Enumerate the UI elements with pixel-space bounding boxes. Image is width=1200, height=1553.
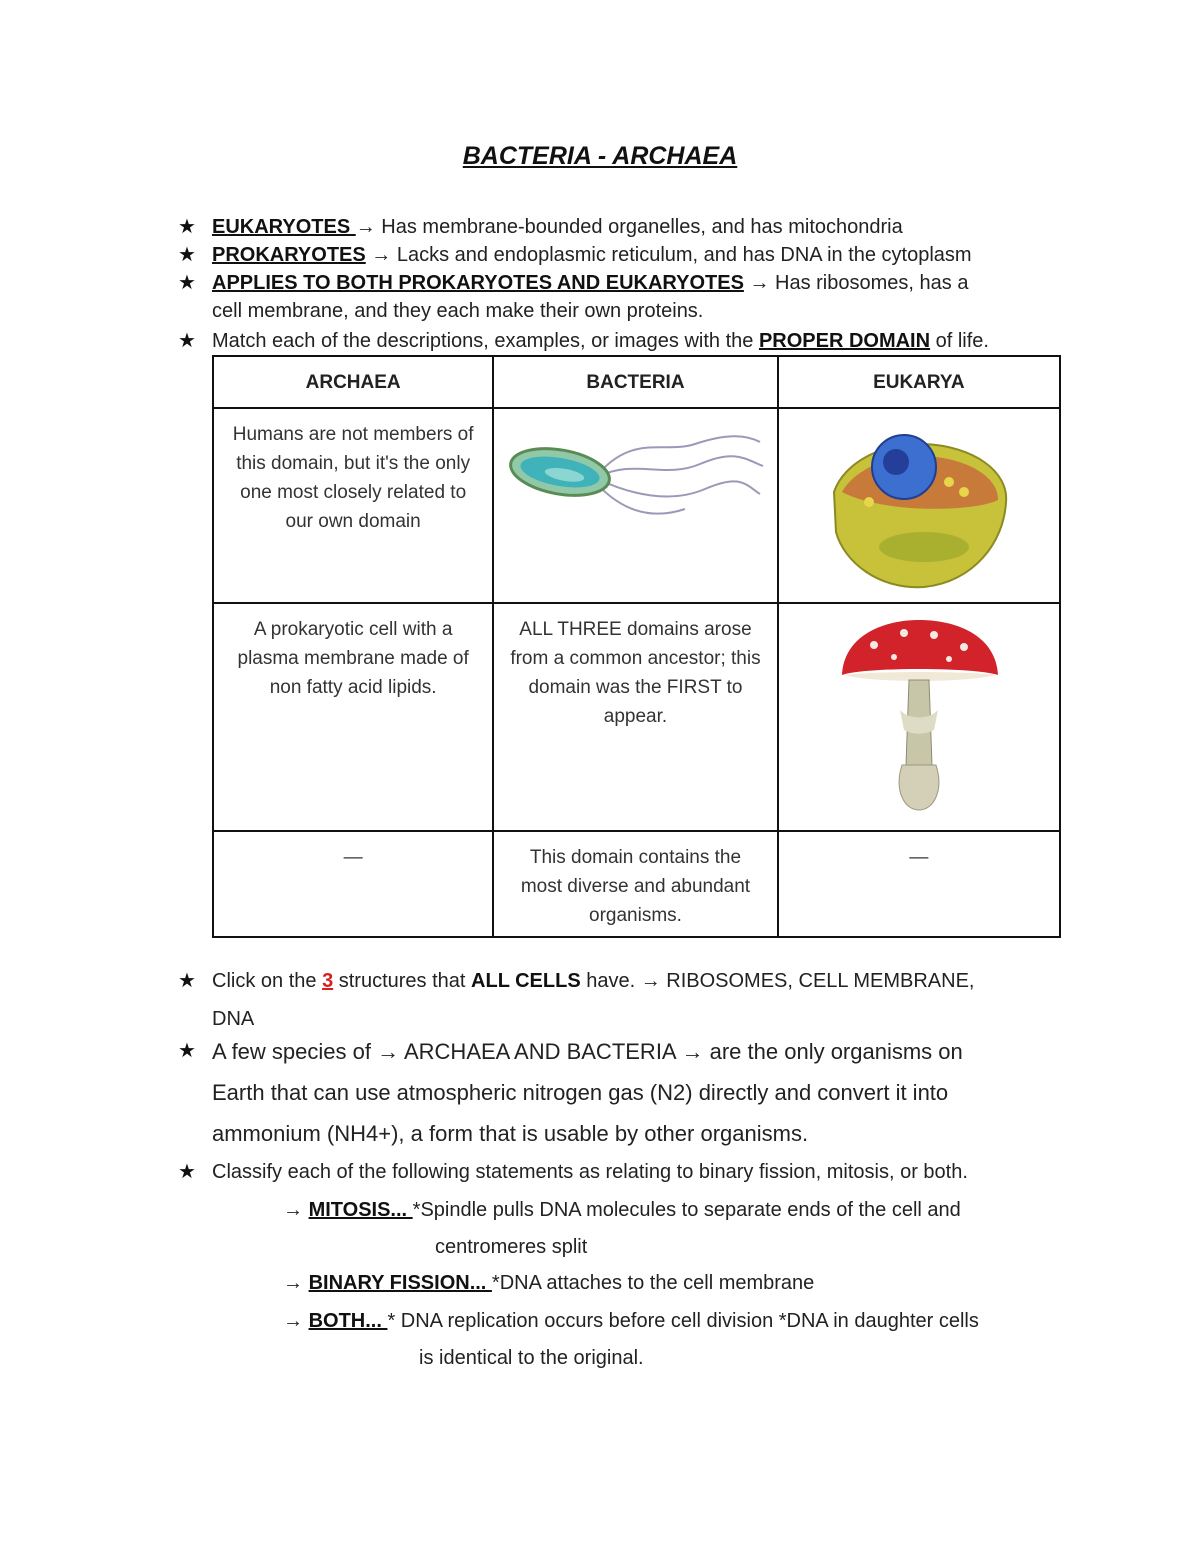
bullet-classify: ★ Classify each of the following statements as relating to binary fission, mitosis, or both. [178,1158,1078,1186]
bacterium-image [505,424,765,524]
term-both: APPLIES TO BOTH PROKARYOTES AND EUKARYOTES [212,272,744,294]
star-icon: ★ [178,244,196,266]
bullet-eukaryotes: ★ EUKARYOTES → Has membrane-bounded organelles, and has mitochondria [178,213,1078,241]
bullet-prokaryotes: ★ PROKARYOTES → Lacks and endoplasmic reticulum, and has DNA in the cytoplasm [178,241,1078,269]
star-icon: ★ [178,1040,196,1062]
term-eukaryotes: EUKARYOTES [212,216,356,238]
cell-r2c2[interactable]: ALL THREE domains arose from a common ancestor; this domain was the FIRST to appear. [493,603,777,831]
number-three: 3 [322,970,334,992]
classify-both-cont: is identical to the original. [419,1347,644,1369]
cell-r1c3[interactable] [778,408,1060,603]
bullet-match: ★ Match each of the descriptions, examples, or images with the PROPER DOMAIN of life. [178,327,1078,355]
domain-table [212,355,1061,938]
cell-r3c2[interactable]: This domain contains the most diverse and abundant organisms. [493,831,777,937]
star-icon: ★ [178,272,196,294]
cell-r3c1[interactable]: — [213,831,493,937]
page-title: BACTERIA - ARCHAEA [462,142,738,170]
cell-r1c2[interactable] [493,408,777,603]
bullet-nitrogen: ★ A few species of → ARCHAEA AND BACTERIA → are the only organisms on Earth that can use atmospheric nitrogen gas (N2) directly and convert it into ammonium (NH4+), a form that is usable by other organisms. [178,1031,1078,1154]
header-eukarya: EUKARYA [778,356,1060,408]
star-icon: ★ [178,1161,196,1183]
star-icon: ★ [178,970,196,992]
cell-r1c1[interactable]: Humans are not members of this domain, but it's the only one most closely related to our own domain [213,408,493,603]
header-bacteria: BACTERIA [493,356,777,408]
term-prokaryotes: PROKARYOTES [212,244,366,266]
classify-mitosis-cont: centromeres split [435,1236,588,1258]
classify-both: → BOTH... * DNA replication occurs before cell division *DNA in daughter cells [283,1310,979,1332]
mushroom-image [834,615,1004,815]
bullet-both: ★ APPLIES TO BOTH PROKARYOTES AND EUKARYOTES → Has ribosomes, has a cell membrane, and they each make their own proteins. [178,269,1078,325]
eukaryotic-cell-image [824,422,1014,592]
bullet-all-cells: ★ Click on the 3 structures that ALL CELLS have. → RIBOSOMES, CELL MEMBRANE, DNA [178,962,1078,1038]
star-icon: ★ [178,216,196,238]
classify-binary-fission: → BINARY FISSION... *DNA attaches to the cell membrane [283,1272,815,1294]
cell-r2c1[interactable]: A prokaryotic cell with a plasma membrane made of non fatty acid lipids. [213,603,493,831]
term-proper-domain: PROPER DOMAIN [758,330,931,352]
star-icon: ★ [178,330,196,352]
header-archaea: ARCHAEA [213,356,493,408]
classify-mitosis: → MITOSIS... *Spindle pulls DNA molecules to separate ends of the cell and [283,1199,961,1221]
cell-r2c3[interactable] [778,603,1060,831]
cell-r3c3[interactable]: — [778,831,1060,937]
